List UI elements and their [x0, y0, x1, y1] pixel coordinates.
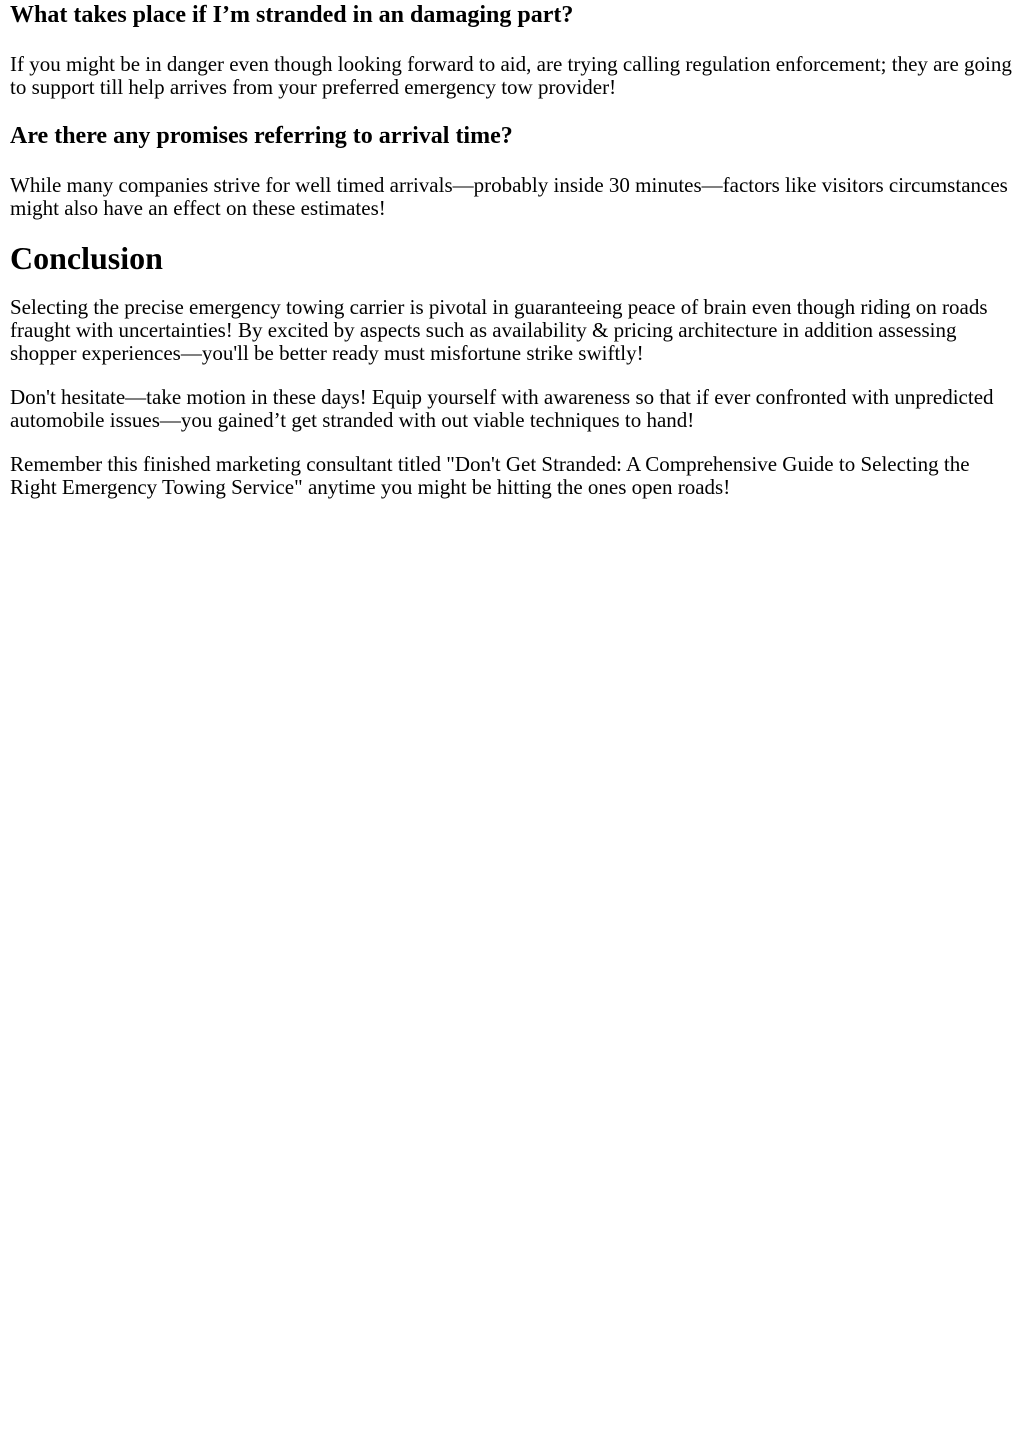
faq-answer-arrival-time: While many companies strive for well timed arrivals—probably inside 30 minutes—factors like visitors circumstances might also have an effect on these estimates!	[10, 173, 1008, 220]
conclusion-paragraph: Selecting the precise emergency towing carrier is pivotal in guaranteeing peace of brain even though riding on roads fraught with uncertainties! By excited by aspects such as availability & pricing architecture in addition assessing shopper experiences—you'll be better ready must misfortune strike swiftly!	[10, 295, 988, 365]
conclusion-paragraph: Don't hesitate—take motion in these days! Equip yourself with awareness so that if ever confronted with unpredicted automobile issues—you gained’t get stranded with out viable techniques to hand!	[10, 385, 994, 432]
conclusion-paragraph: Remember this finished marketing consultant titled "Don't Get Stranded: A Comprehensive Guide to Selecting the Right Emergency Towing Service" anytime you might be hitting the ones open roads!	[10, 452, 970, 499]
article-content	[0, 1, 1024, 499]
faq-question-arrival-time: Are there any promises referring to arrival time?	[10, 123, 513, 149]
conclusion-heading: Conclusion	[10, 240, 163, 276]
faq-question-stranded-dangerous-area: What takes place if I’m stranded in an damaging part?	[10, 2, 574, 28]
faq-answer-stranded-dangerous-area: If you might be in danger even though looking forward to aid, are trying calling regulation enforcement; they are going to support till help arrives from your preferred emergency tow provider!	[10, 52, 1012, 99]
